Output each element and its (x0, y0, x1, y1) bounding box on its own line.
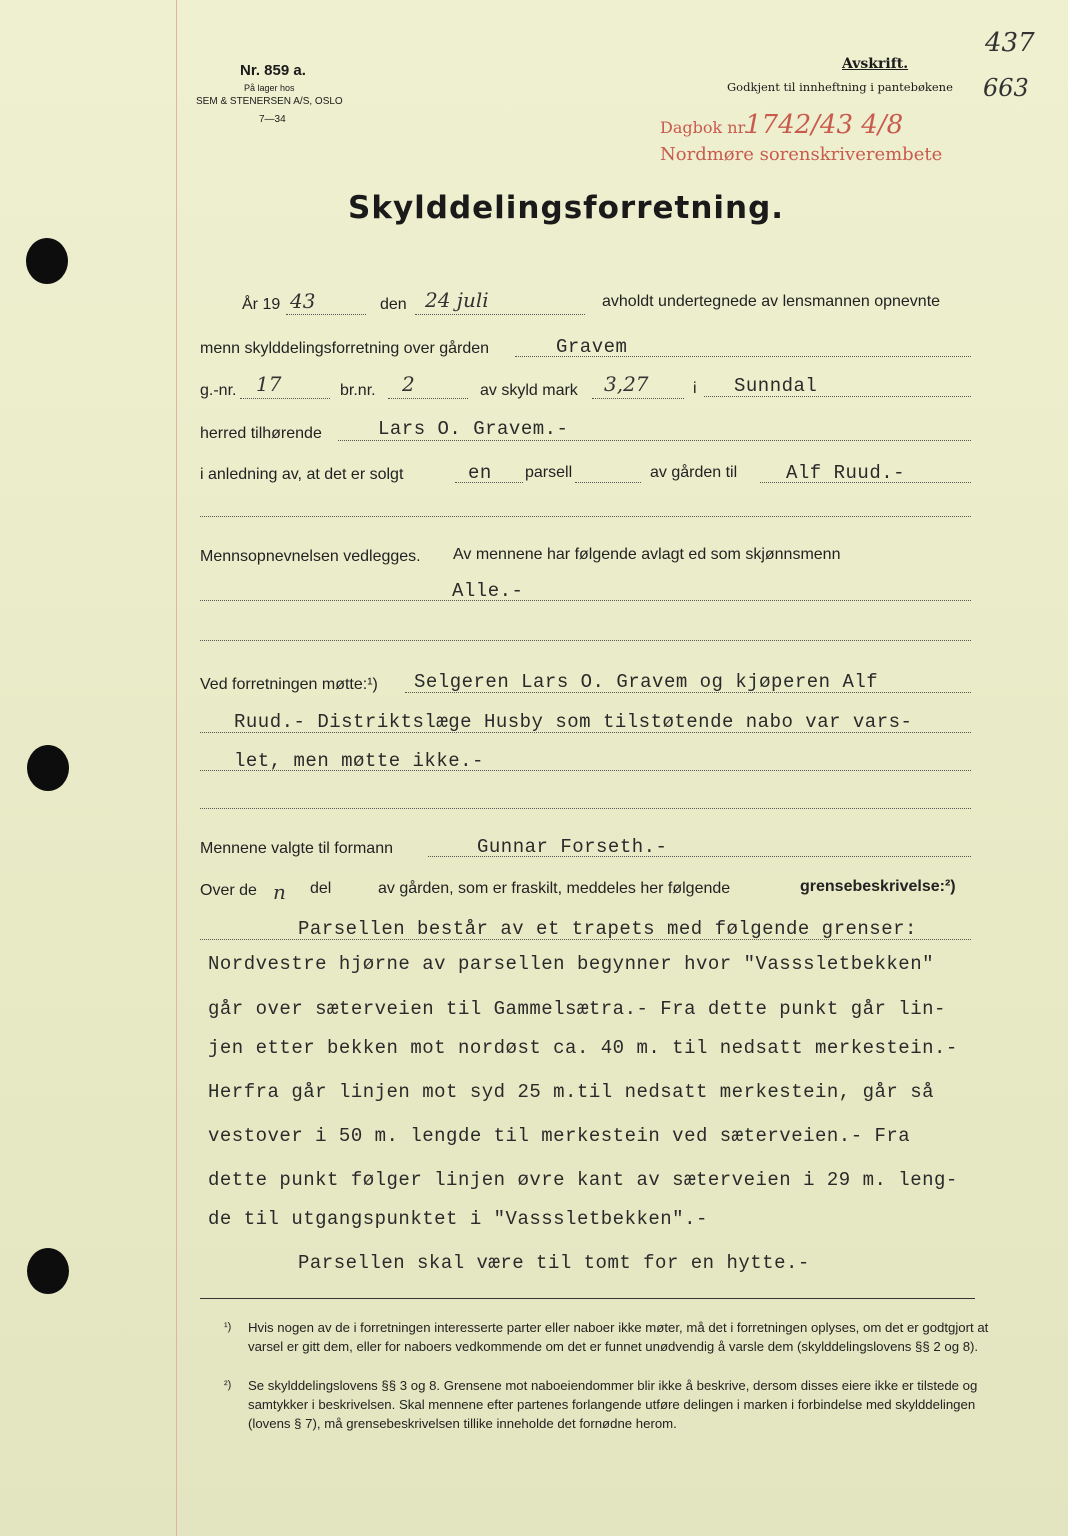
footnote-separator (200, 1298, 975, 1299)
parsell-label: parsell (525, 464, 573, 481)
description-line: Parsellen skal være til tomt for en hytte.- (298, 1252, 810, 1274)
avskrift-label: Avskrift. (842, 56, 909, 72)
page-number-bottom: 663 (983, 74, 1029, 102)
bnr-label: br.nr. (340, 382, 376, 399)
margin-line (176, 0, 177, 1536)
blank-dotline-1 (200, 516, 971, 517)
i-label: i (693, 380, 697, 397)
grense-label: grensebeskrivelse:²) (800, 878, 956, 895)
over-rest-text: av gården, som er fraskilt, meddeles her følgende (378, 880, 731, 897)
formann-value: Gunnar Forseth.- (477, 836, 668, 858)
footnote-1 (224, 1318, 1004, 1376)
kjoper-value: Alf Ruud.- (786, 462, 906, 484)
blank-dotline-3 (200, 808, 971, 809)
den-dotline (415, 314, 585, 315)
herred-dotline (704, 396, 971, 397)
sorenskriver-stamp: Nordmøre sorenskriverembete (660, 144, 943, 165)
bnr-dotline (388, 398, 468, 399)
punch-hole-bottom (27, 1248, 69, 1294)
blank-dotline-2 (200, 640, 971, 641)
mennsopnevnelsen-text: Mennsopnevnelsen vedlegges. (200, 548, 421, 565)
gnr-value: 17 (256, 372, 282, 396)
over-hand-value: n (273, 880, 286, 904)
publisher-line-1: På lager hos (244, 83, 295, 93)
description-line: vestover i 50 m. lengde til merkestein ved sæterveien.- Fra (208, 1125, 911, 1147)
antall-value: en (468, 462, 492, 484)
over-label: Over de (200, 882, 257, 899)
av-garden-label: av gården til (650, 464, 738, 481)
gnr-label: g.-nr. (200, 382, 237, 399)
eier-dotline (338, 440, 971, 441)
kjoper-dotline (760, 482, 971, 483)
gard-dotline (515, 356, 971, 357)
description-line: Herfra går linjen mot syd 25 m.til nedsatt merkestein, går så (208, 1081, 935, 1103)
description-line: de til utgangspunktet i "Vasssletbekken".- (208, 1208, 708, 1230)
footnote-1-mark: ¹) (224, 1321, 232, 1333)
skyld-label: av skyld mark (480, 382, 578, 399)
mote-dotline-1 (405, 692, 971, 693)
skyld-value: 3,27 (604, 372, 649, 396)
aar-value: 43 (290, 289, 316, 313)
bnr-value: 2 (402, 372, 415, 396)
anledning-label: i anledning av, at det er solgt (200, 466, 404, 483)
skyld-dotline (592, 398, 684, 399)
gard-value: Gravem (556, 336, 628, 358)
skjonnsmenn-value: Alle.- (452, 580, 524, 602)
description-line: jen etter bekken mot nordøst ca. 40 m. til nedsatt merkestein.- (208, 1037, 958, 1059)
document-title: Skylddelingsforretning. (348, 190, 785, 226)
formann-dotline (428, 856, 971, 857)
description-line: Nordvestre hjørne av parsellen begynner hvor "Vasssletbekken" (208, 953, 935, 975)
den-label: den (380, 296, 407, 313)
publisher-line-2: SEM & STENERSEN A/S, OSLO (196, 96, 343, 107)
dagbok-stamp-number: 1742/43 4/8 (745, 110, 904, 140)
description-line: dette punkt følger linjen øvre kant av sæterveien i 29 m. leng- (208, 1169, 958, 1191)
avholdt-text: avholdt undertegnede av lensmannen opnevnte (602, 293, 941, 310)
godkjent-label: Godkjent til innheftning i pantebøkene (727, 80, 953, 94)
mote-line-3: let, men møtte ikke.- (234, 750, 484, 772)
av-mennene-text: Av mennene har følgende avlagt ed som skjønnsmenn (453, 546, 841, 563)
punch-hole-middle (27, 745, 69, 791)
form-number: Nr. 859 a. (240, 62, 306, 79)
gnr-dotline (240, 398, 330, 399)
footnote-2-text: Se skylddelingslovens §§ 3 og 8. Grensene mot naboeiendommer blir ikke å beskrive, dersom disses eiere ikke er tilstede og samtykker i beskrivelsen. Skal mennene efter partenes forlangende utføre delingen i marken i forbindelse med skylddelingen (lovens § 7), må grensebeskrivelsen tillike inneholde det fornødne herom. (248, 1378, 978, 1431)
eier-value: Lars O. Gravem.- (378, 418, 569, 440)
herred-label: herred tilhørende (200, 425, 322, 442)
herred-value: Sunndal (734, 375, 818, 397)
footnote-2 (224, 1376, 1004, 1456)
description-line: Parsellen består av et trapets med følgende grenser: (298, 918, 917, 940)
description-line: går over sæterveien til Gammelsætra.- Fra dette punkt går lin- (208, 998, 946, 1020)
den-value: 24 juli (425, 288, 489, 312)
mote-line-2: Ruud.- Distriktslæge Husby som tilstøtende nabo var vars- (234, 711, 913, 733)
mote-label: Ved forretningen møtte:¹) (200, 676, 378, 693)
page-number-top: 437 (985, 28, 1035, 58)
dagbok-stamp-label: Dagbok nr. (660, 118, 749, 137)
punch-hole-top (26, 238, 68, 284)
aar-label: År 19 (242, 296, 281, 313)
mote-line-1: Selgeren Lars O. Gravem og kjøperen Alf (414, 671, 879, 693)
footnote-2-mark: ²) (224, 1379, 232, 1391)
description-dotline (200, 939, 971, 940)
menn-label: menn skylddelingsforretning over gården (200, 340, 490, 357)
footnote-1-text: Hvis nogen av de i forretningen interesserte parter eller naboer ikke møter, må det i forretningen oplyses, om det er godtgjort at varsel er gitt dem, eller for naboers vedkommende om det er funnet unødvendig å varsle dem (skylddelingslovens §§ 2 og 8). (248, 1320, 989, 1354)
antall-dotline (455, 482, 523, 483)
formann-label: Mennene valgte til formann (200, 840, 393, 857)
del-label: del (310, 880, 332, 897)
aar-dotline (286, 314, 366, 315)
skjonnsmenn-dotline (200, 600, 971, 601)
mote-dotline-3 (200, 770, 971, 771)
parsell-dotline (575, 482, 641, 483)
mote-dotline-2 (200, 732, 971, 733)
publisher-line-3: 7—34 (259, 114, 286, 125)
